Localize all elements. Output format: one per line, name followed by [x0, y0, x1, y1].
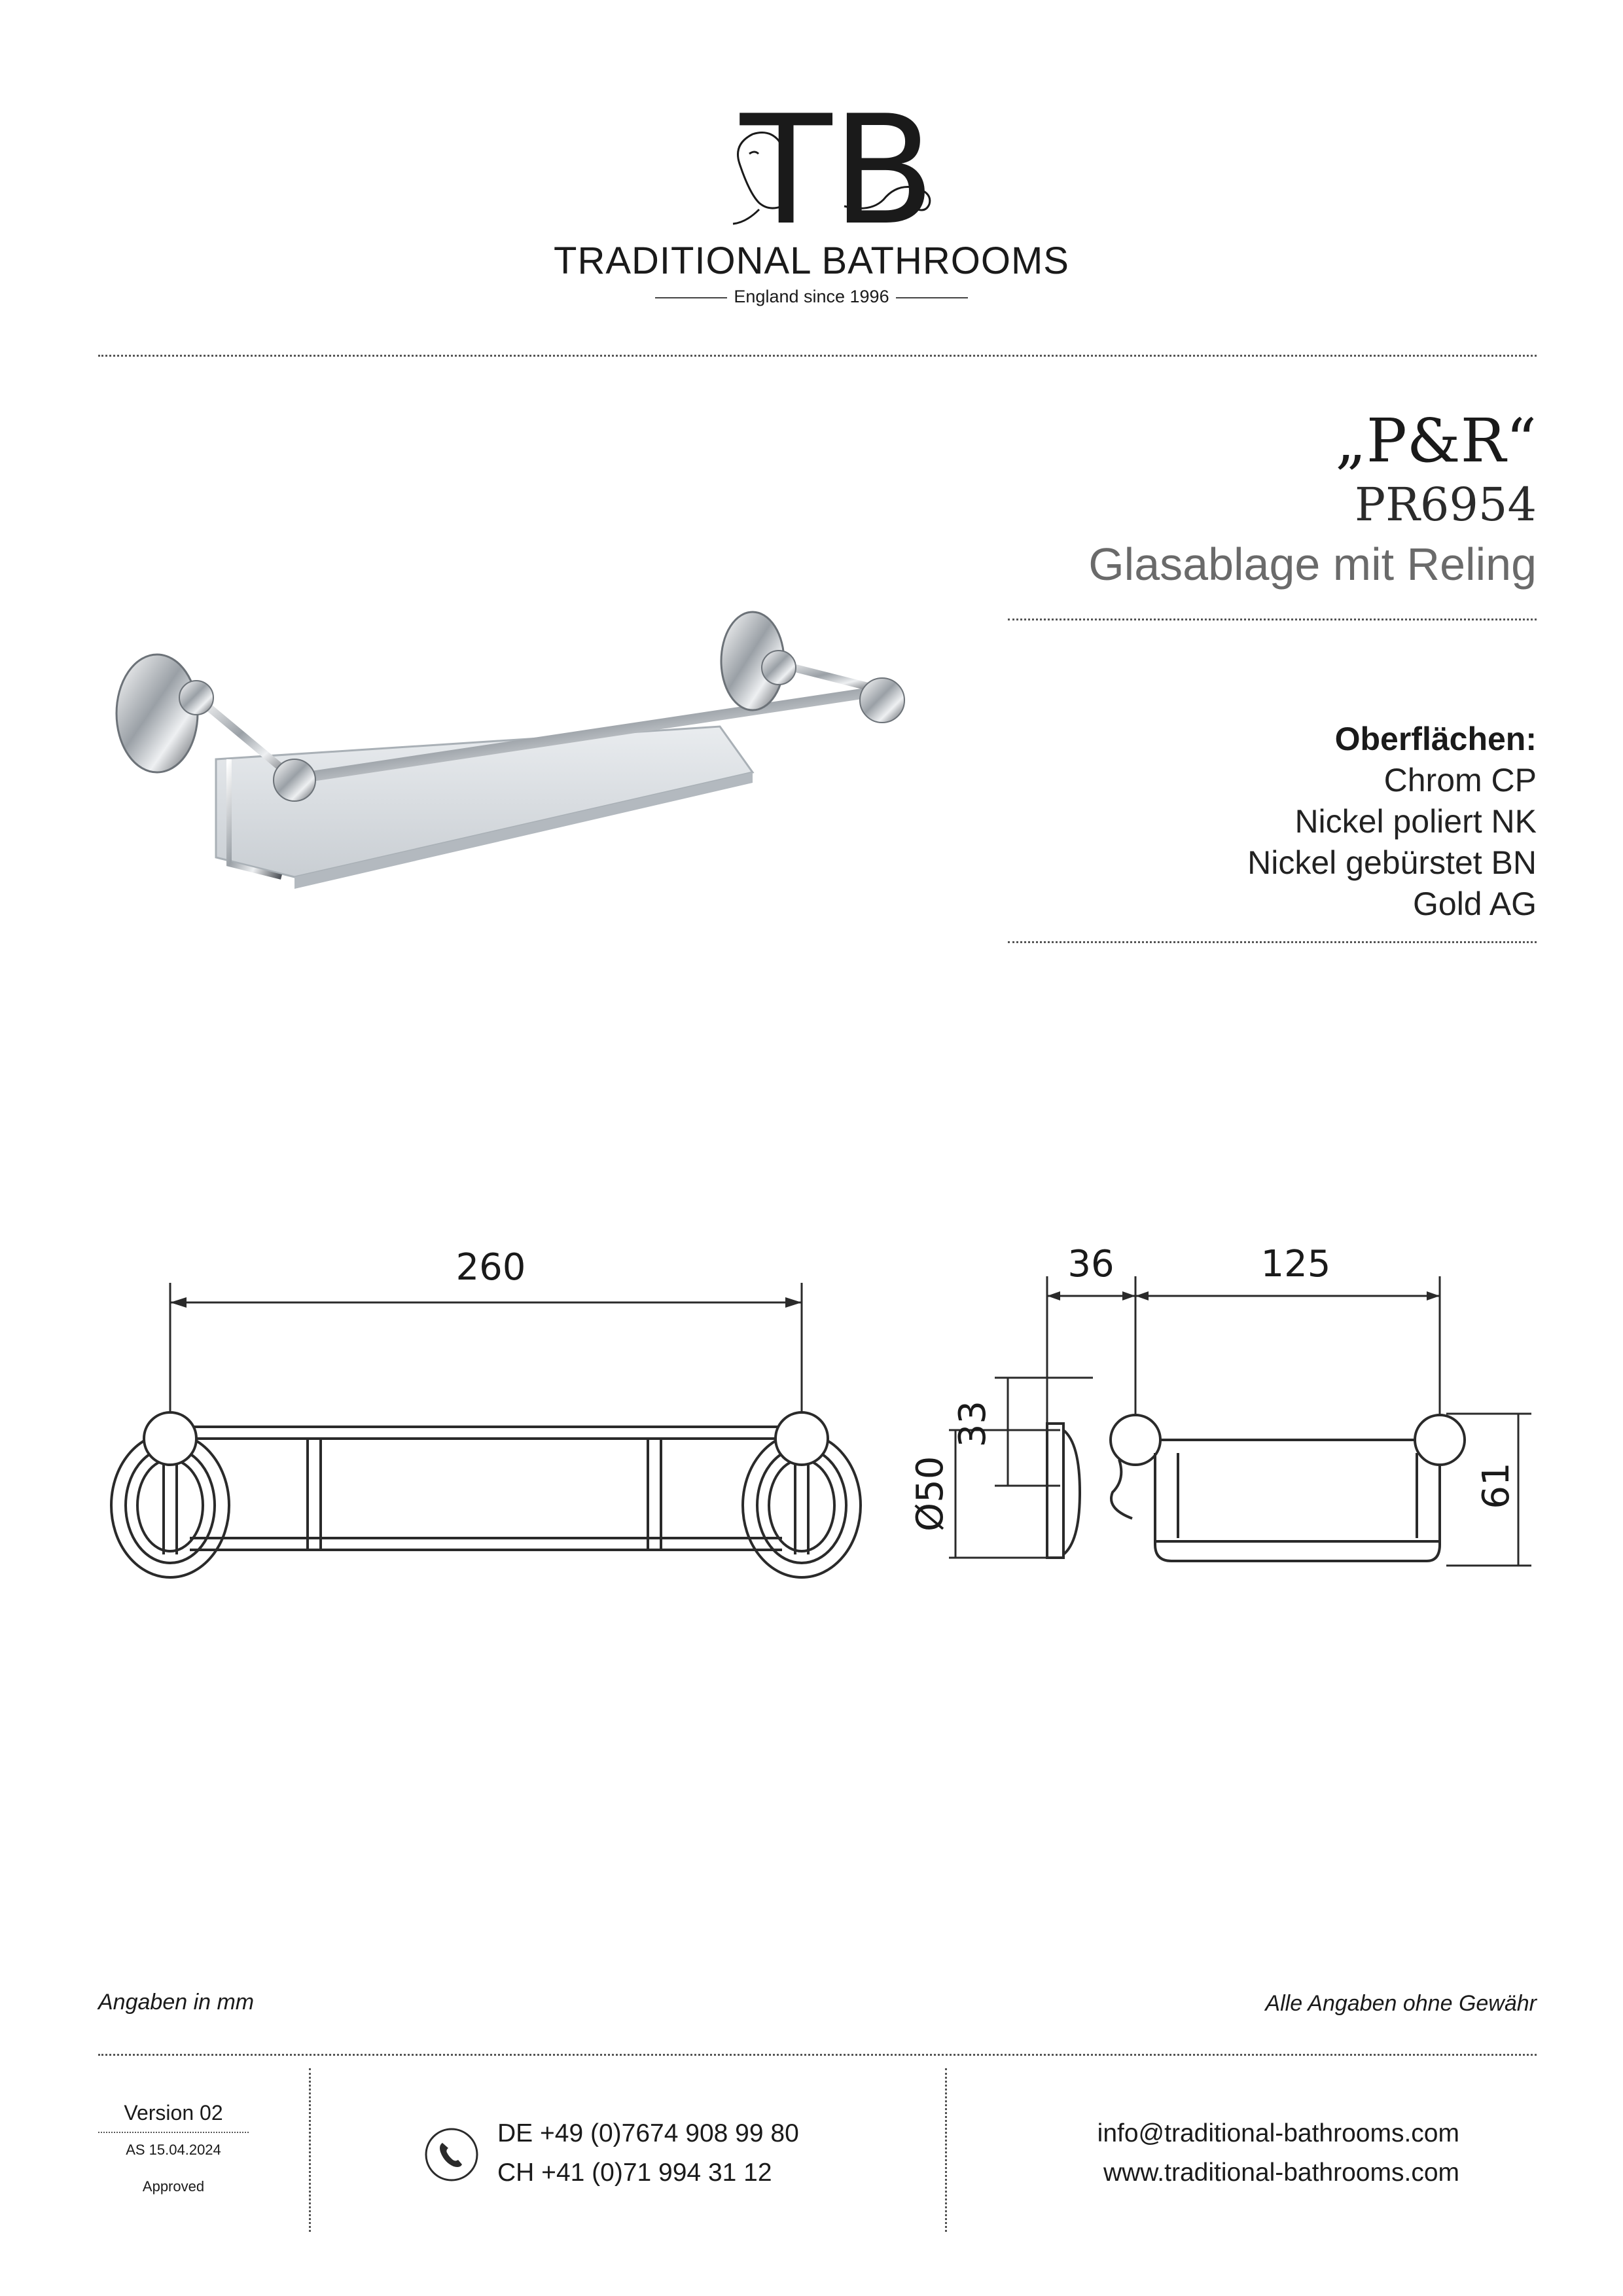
disclaimer-note: Alle Angaben ohne Gewähr: [1265, 1991, 1537, 2016]
dim-depth-label: 125: [1260, 1243, 1331, 1285]
units-note: Angaben in mm: [98, 1990, 255, 2015]
brand-tagline: [0, 287, 1623, 307]
side-view-drawing: [909, 1230, 1544, 1584]
dim-width-label: 260: [455, 1246, 526, 1289]
brand-name: TRADITIONAL BATHROOMS: [554, 240, 1069, 282]
finishes-divider: [1008, 941, 1537, 943]
dim-height-label: 61: [1475, 1462, 1518, 1509]
product-series: „P&R“: [1335, 406, 1537, 476]
header-divider: [98, 355, 1537, 357]
version-rule: [98, 2132, 249, 2133]
dim-rosette-diameter-label: Ø50: [909, 1456, 952, 1532]
footer-separator-1: [309, 2068, 311, 2232]
finish-nickel-polished: Nickel poliert NK: [1294, 803, 1537, 840]
version-date: AS 15.04.2024: [126, 2142, 221, 2158]
website-link[interactable]: www.traditional-bathrooms.com: [1103, 2159, 1459, 2187]
title-divider: [1008, 619, 1537, 620]
brand-logo: [713, 84, 962, 259]
logo-letters: TB: [740, 84, 936, 259]
dim-offset-label: 36: [1067, 1243, 1115, 1285]
email-link[interactable]: info@traditional-bathrooms.com: [1097, 2119, 1459, 2147]
product-name: Glasablage mit Reling: [1088, 539, 1537, 590]
front-view-drawing: [98, 1230, 818, 1577]
version-label: Version 02: [124, 2101, 223, 2125]
finish-nickel-brushed: Nickel gebürstet BN: [1247, 844, 1537, 881]
phone-icon: [424, 2127, 479, 2182]
finishes-heading: Oberflächen:: [1334, 721, 1537, 757]
finish-gold: Gold AG: [1413, 886, 1537, 922]
phone-switzerland[interactable]: CH +41 (0)71 994 31 12: [497, 2159, 772, 2187]
product-code: PR6954: [1355, 478, 1537, 531]
version-status: Approved: [142, 2178, 205, 2195]
footer-separator-2: [945, 2068, 947, 2232]
product-photo: [98, 589, 936, 916]
footer-divider: [98, 2054, 1537, 2056]
phone-germany[interactable]: DE +49 (0)7674 908 99 80: [497, 2119, 799, 2147]
finish-chrome: Chrom CP: [1383, 762, 1537, 798]
tagline-text: England since 1996: [734, 287, 889, 306]
wall-rosette-left: [116, 655, 198, 772]
dim-rosette-offset-label: 33: [952, 1401, 994, 1448]
